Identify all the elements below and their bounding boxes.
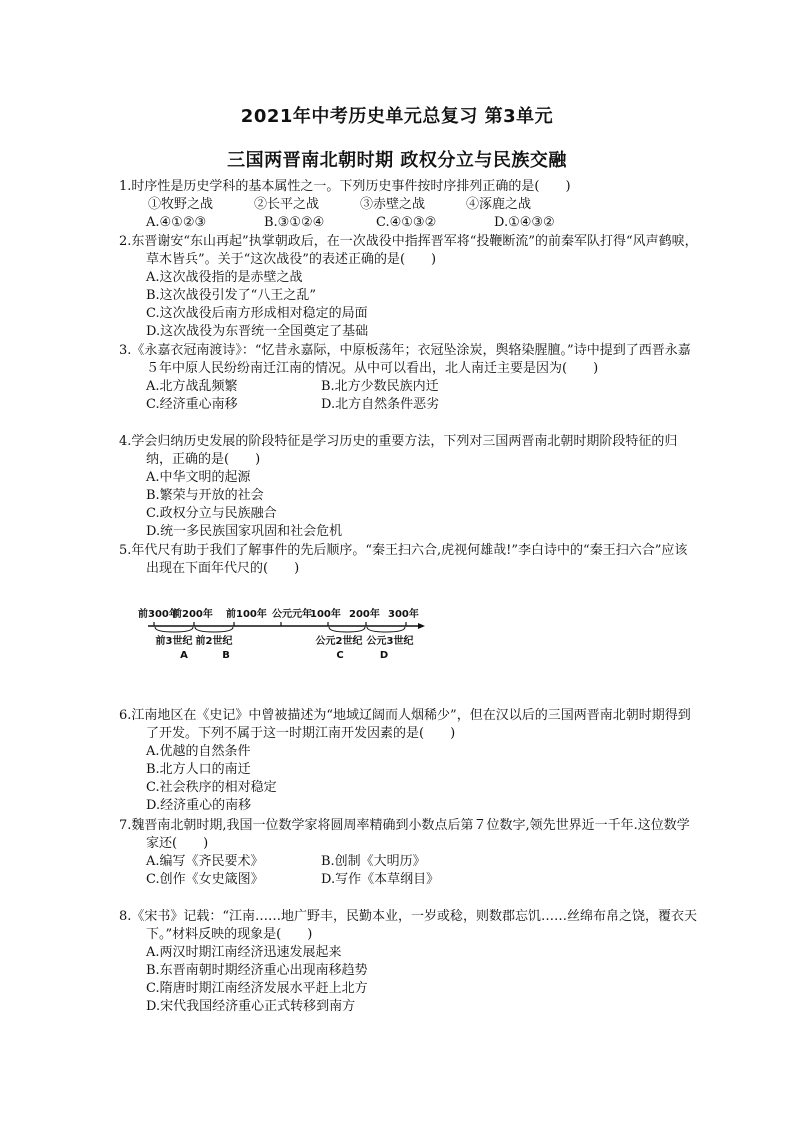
option-b: B.③①②④	[264, 215, 325, 230]
option-c: C.社会秩序的相对稳定	[146, 780, 277, 795]
option-b: B.北方人口的南迁	[146, 762, 251, 777]
timeline-label: 公元元年	[272, 609, 312, 620]
event-item: ②长平之战	[254, 197, 320, 212]
segment-label: 公元3世纪	[366, 636, 414, 647]
option-a: A.北方战乱频繁	[146, 379, 238, 394]
question-stem: 1.时序性是历史学科的基本属性之一。下列历史事件按时序排列正确的是( )	[119, 179, 571, 194]
question-stem: 8.《宋书》记载：“江南……地广野丰，民勤本业，一岁或稔，则数郡忘饥……丝绵布帛之饶，覆衣天下。”材料反映的现象是( )	[119, 909, 698, 942]
option-c: C.这次战役后南方形成相对稳定的局面	[146, 306, 368, 321]
option-a: A.优越的自然条件	[146, 744, 251, 759]
question-stem: 5.年代尺有助于我们了解事件的先后顺序。“秦王扫六合,虎视何雄哉!”李白诗中的“秦王扫六合”应该出现在下面年代尺的( )	[119, 543, 688, 576]
question-stem: 6.江南地区在《史记》中曾被描述为“地域辽阔而人烟稀少”，但在汉以后的三国两晋南北朝时期得到了开发。下列不属于这一时期江南开发因素的是( )	[119, 708, 691, 741]
timeline-label: 300年	[388, 609, 419, 620]
option-b: B.北方少数民族内迁	[321, 379, 439, 394]
option-c: C.隋唐时期江南经济发展水平赶上北方	[146, 981, 368, 996]
page-subtitle: 三国两晋南北朝时期 政权分立与民族交融	[227, 150, 567, 171]
question-1	[119, 178, 699, 232]
timeline-label: 前300年	[138, 609, 179, 620]
question-stem: 3.《永嘉衣冠南渡诗》：“忆昔永嘉际，中原板荡年；衣冠坠涂炭，舆辂染腥膻。”诗中提到了西晋永嘉５年中原人民纷纷南迁江南的情况。从中可以看出，北人南迁主要是因为( )	[119, 343, 691, 376]
option-b: B.这次战役引发了“八王之乱”	[146, 288, 316, 303]
option-c: C.政权分立与民族融合	[146, 506, 277, 521]
option-a: A.中华文明的起源	[146, 470, 251, 485]
question-6	[119, 707, 699, 815]
timeline-label: 前100年	[226, 609, 267, 620]
page-title: 2021年中考历史单元总复习 第3单元	[240, 106, 554, 127]
timeline-arrow	[418, 623, 425, 629]
question-stem: 2.东晋谢安“东山再起”执掌朝政后，在一次战役中指挥晋军将“投鞭断流”的前秦军队打得“风声鹤唳，草木皆兵”。关于“这次战役”的表述正确的是( )	[119, 234, 698, 267]
timeline-label: 200年	[349, 609, 380, 620]
option-a: A.这次战役指的是赤壁之战	[146, 270, 303, 285]
question-3	[119, 342, 699, 414]
timeline-label: 100年	[310, 609, 341, 620]
question-7	[119, 817, 699, 889]
event-item: ①牧野之战	[148, 197, 214, 212]
option-a: A.④①②③	[146, 215, 207, 230]
option-c: C.经济重心南移	[146, 397, 238, 412]
option-c: C.④①③②	[376, 215, 437, 230]
segment-label: 公元2世纪	[315, 636, 363, 647]
event-item: ③赤壁之战	[360, 197, 426, 212]
option-b: B.创制《大明历》	[321, 854, 426, 869]
option-d: D.写作《本草纲目》	[321, 872, 440, 887]
option-d: D.①④③②	[494, 215, 555, 230]
question-8	[119, 908, 699, 1016]
option-b: B.东晋南朝时期经济重心出现南移趋势	[146, 963, 368, 978]
option-d: D.这次战役为东晋统一全国奠定了基础	[146, 324, 369, 339]
question-5	[119, 542, 699, 578]
option-d: D.经济重心的南移	[146, 798, 252, 813]
option-c: C.创作《女史箴图》	[146, 872, 264, 887]
segment-letter: D	[379, 650, 389, 661]
event-item: ④涿鹿之战	[466, 197, 532, 212]
option-a: A.两汉时期江南经济迅速发展起来	[146, 945, 342, 960]
question-stem: 4.学会归纳历史发展的阶段特征是学习历史的重要方法，下列对三国两晋南北朝时期阶段特征的归纳，正确的是( )	[119, 434, 678, 467]
segment-letter: A	[180, 650, 188, 661]
option-d: D.统一多民族国家巩固和社会危机	[146, 524, 343, 539]
option-a: A.编写《齐民要术》	[146, 854, 264, 869]
timeline-label: 前200年	[172, 609, 213, 620]
option-d: D.北方自然条件恶劣	[321, 397, 440, 412]
question-2	[119, 233, 699, 341]
timeline-brackets	[155, 627, 405, 632]
question-4	[119, 433, 699, 541]
option-d: D.宋代我国经济重心正式转移到南方	[146, 999, 356, 1014]
segment-label: 前3世纪	[155, 636, 193, 647]
segment-letter: B	[222, 650, 230, 661]
option-b: B.繁荣与开放的社会	[146, 488, 264, 503]
question-stem: 7.魏晋南北朝时期,我国一位数学家将圆周率精确到小数点后第７位数字,领先世界近一千年.这位数学家还( )	[119, 818, 690, 851]
segment-letter: C	[336, 650, 344, 661]
timeline-ruler	[138, 602, 438, 664]
segment-label: 前2世纪	[195, 636, 233, 647]
